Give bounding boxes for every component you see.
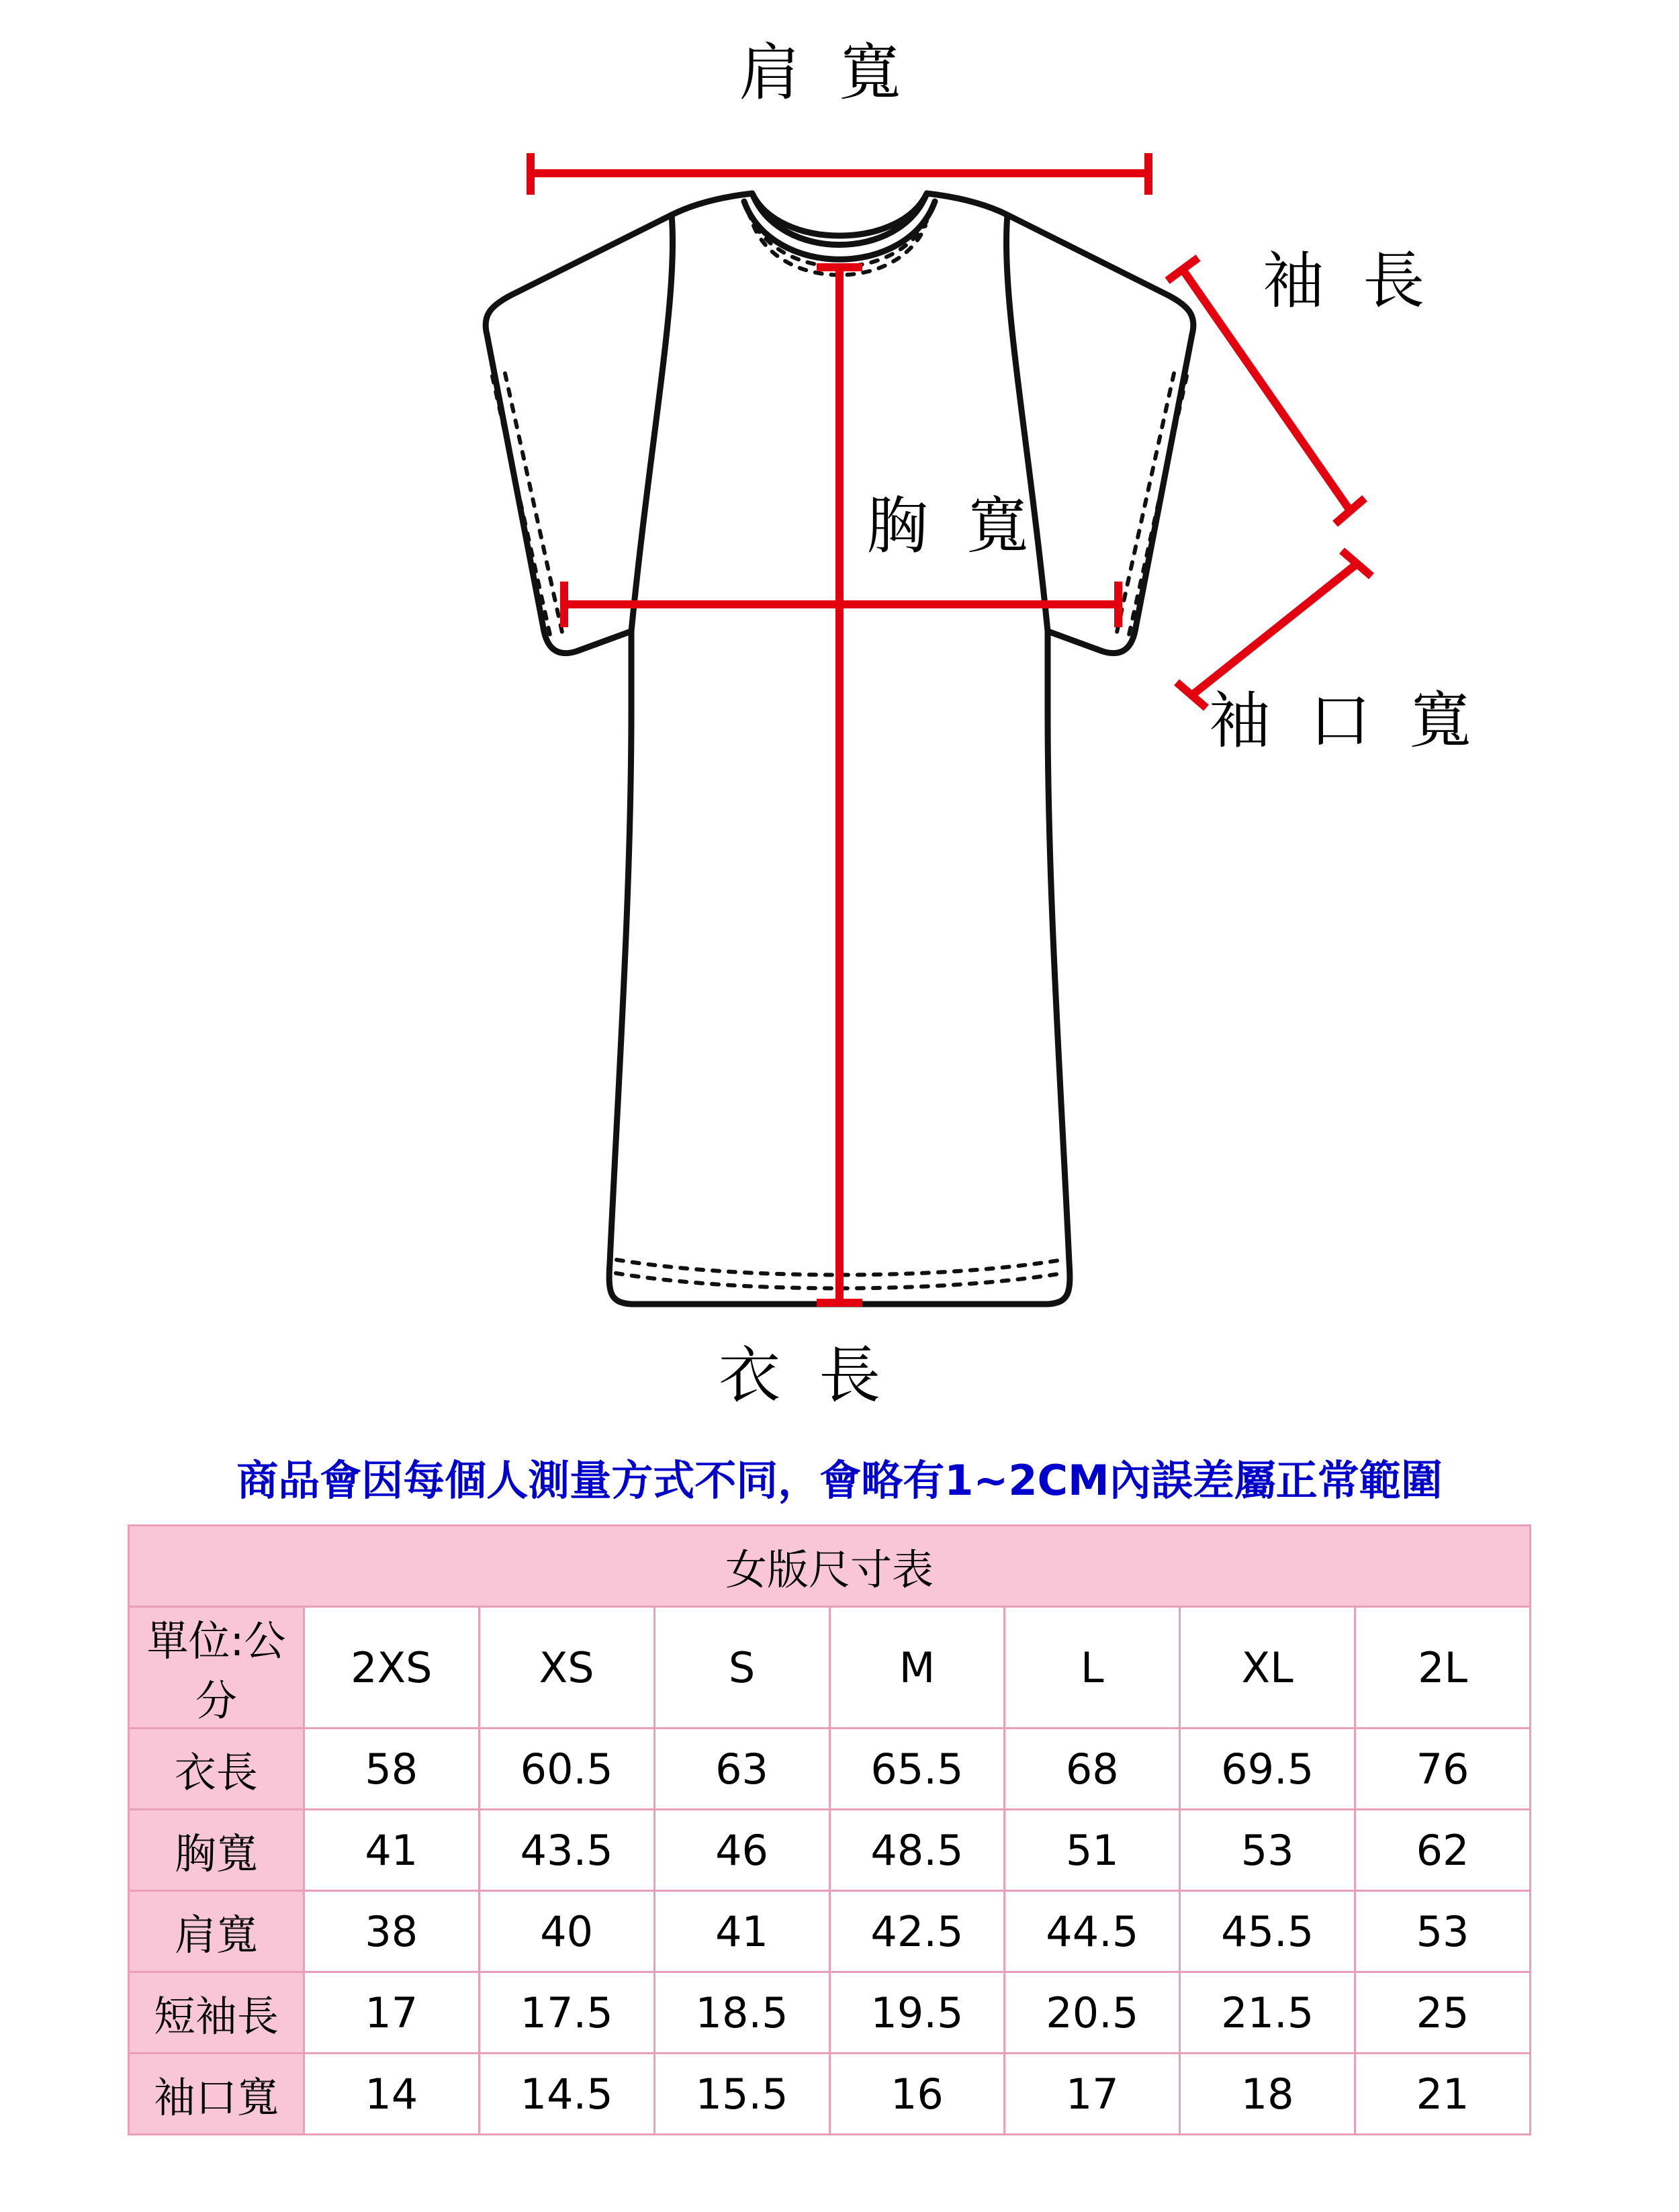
unit-label: 單位:公分 xyxy=(129,1607,304,1729)
table-row xyxy=(129,1972,1531,2054)
cell-sleeve-s: 18.5 xyxy=(654,1972,829,2054)
cell-shoulder-m: 42.5 xyxy=(829,1891,1005,1972)
size-table-title: 女版尺寸表 xyxy=(129,1526,1531,1607)
column-header-s: S xyxy=(654,1607,829,1729)
cell-cuff-l: 17 xyxy=(1005,2054,1180,2135)
size-table xyxy=(128,1524,1531,2135)
row-label-body-length: 衣長 xyxy=(129,1729,304,1810)
cell-chest-m: 48.5 xyxy=(829,1810,1005,1891)
cell-sleeve-xs: 17.5 xyxy=(479,1972,654,2054)
cell-cuff-xl: 18 xyxy=(1180,2054,1355,2135)
cell-sleeve-m: 19.5 xyxy=(829,1972,1005,2054)
table-title-row xyxy=(129,1526,1531,1607)
table-row xyxy=(129,2054,1531,2135)
cell-shoulder-2l: 53 xyxy=(1355,1891,1531,1972)
column-header-2xs: 2XS xyxy=(304,1607,479,1729)
row-label-short-sleeve-length: 短袖長 xyxy=(129,1972,304,2054)
cell-sleeve-xl: 21.5 xyxy=(1180,1972,1355,2054)
cell-cuff-2l: 21 xyxy=(1355,2054,1531,2135)
cell-chest-xs: 43.5 xyxy=(479,1810,654,1891)
measurement-tolerance-note: 商品會因每個人測量方式不同，會略有1~2CM內誤差屬正常範圍 xyxy=(236,1456,1443,1505)
cell-chest-xl: 53 xyxy=(1180,1810,1355,1891)
table-row xyxy=(129,1810,1531,1891)
column-header-m: M xyxy=(829,1607,1005,1729)
cell-chest-s: 46 xyxy=(654,1810,829,1891)
cell-sleeve-2xs: 17 xyxy=(304,1972,479,2054)
label-body-length: 衣 長 xyxy=(719,1340,891,1412)
cell-cuff-xs: 14.5 xyxy=(479,2054,654,2135)
cell-sleeve-2l: 25 xyxy=(1355,1972,1531,2054)
cell-body-length-m: 65.5 xyxy=(829,1729,1005,1810)
cell-cuff-m: 16 xyxy=(829,2054,1005,2135)
size-table-container xyxy=(128,1524,1531,2135)
label-shoulder-width: 肩 寬 xyxy=(739,37,911,109)
cell-body-length-2l: 76 xyxy=(1355,1729,1531,1810)
cell-chest-2xs: 41 xyxy=(304,1810,479,1891)
row-label-cuff-width: 袖口寬 xyxy=(129,2054,304,2135)
cell-shoulder-xs: 40 xyxy=(479,1891,654,1972)
label-sleeve-length: 袖 長 xyxy=(1263,245,1435,317)
column-header-xs: XS xyxy=(479,1607,654,1729)
cell-chest-l: 51 xyxy=(1005,1810,1180,1891)
cell-shoulder-s: 41 xyxy=(654,1891,829,1972)
row-label-shoulder-width: 肩寬 xyxy=(129,1891,304,1972)
table-row xyxy=(129,1891,1531,1972)
column-header-2l: 2L xyxy=(1355,1607,1531,1729)
cell-chest-2l: 62 xyxy=(1355,1810,1531,1891)
column-header-l: L xyxy=(1005,1607,1180,1729)
cell-shoulder-xl: 45.5 xyxy=(1180,1891,1355,1972)
cell-shoulder-l: 44.5 xyxy=(1005,1891,1180,1972)
cell-cuff-s: 15.5 xyxy=(654,2054,829,2135)
cell-cuff-2xs: 14 xyxy=(304,2054,479,2135)
column-header-xl: XL xyxy=(1180,1607,1355,1729)
label-cuff-width: 袖 口 寬 xyxy=(1209,685,1481,757)
cell-body-length-xs: 60.5 xyxy=(479,1729,654,1810)
cell-body-length-s: 63 xyxy=(654,1729,829,1810)
row-label-chest-width: 胸寬 xyxy=(129,1810,304,1891)
table-header-row xyxy=(129,1607,1531,1729)
label-chest-width: 胸 寬 xyxy=(866,490,1038,562)
table-row xyxy=(129,1729,1531,1810)
cell-body-length-2xs: 58 xyxy=(304,1729,479,1810)
cell-body-length-xl: 69.5 xyxy=(1180,1729,1355,1810)
cell-body-length-l: 68 xyxy=(1005,1729,1180,1810)
cell-shoulder-2xs: 38 xyxy=(304,1891,479,1972)
cell-sleeve-l: 20.5 xyxy=(1005,1972,1180,2054)
